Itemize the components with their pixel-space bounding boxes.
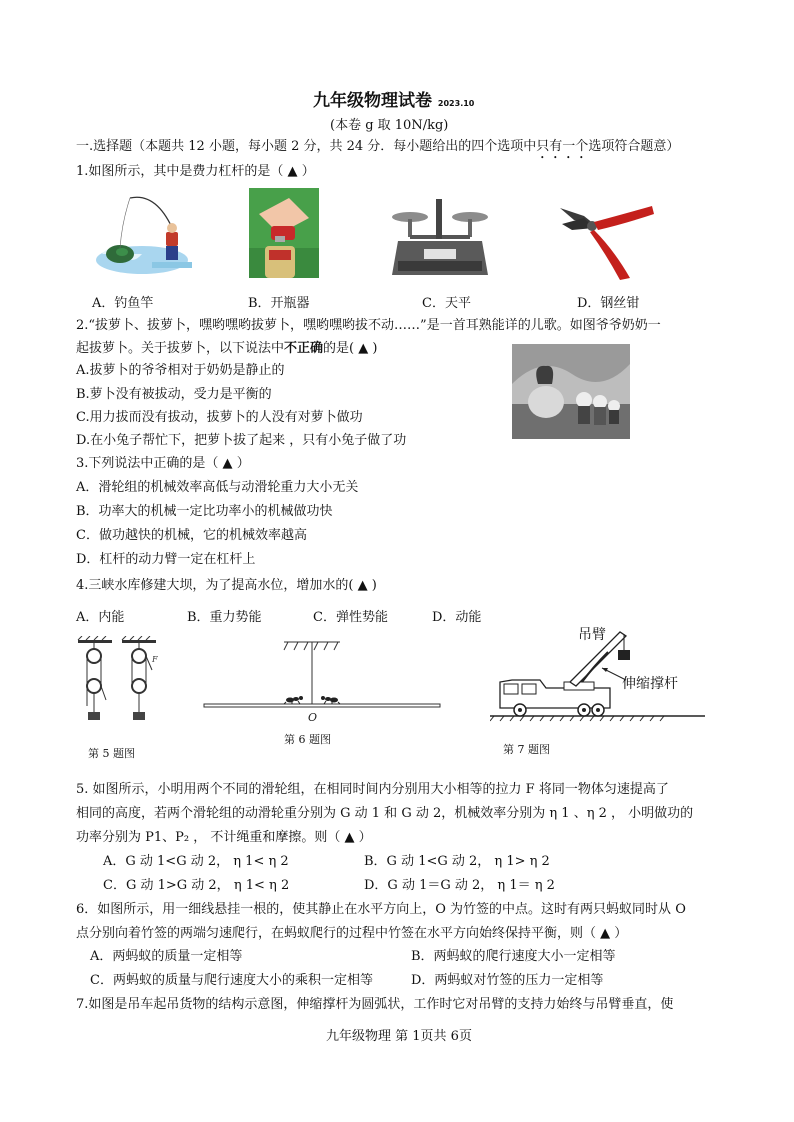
wire-pliers-image [554,200,654,280]
answer-triangle-mark: ▲ [287,164,298,179]
question-4-stem [76,577,377,595]
q3-option-b: B．功率大的机械一定比功率小的机械做功快 [76,504,333,519]
figure-7-boom-label: 吊臂 [578,627,606,643]
q1-option-d: D．钢丝钳 [577,296,640,311]
q6-option-b: B．两蚂蚁的爬行速度大小一定相等 [411,949,616,964]
q3-option-a: A．滑轮组的机械效率高低与动滑轮重力大小无关 [76,480,359,495]
exam-title-text: 九年级物理试卷 [313,91,432,111]
answer-triangle-mark: ▲ [222,456,233,471]
q1-option-c: C．天平 [422,296,471,311]
question-5-line-1: 5. 如图所示，小明用两个不同的滑轮组，在相同时间内分别用大小相等的拉力 F 将同一物体匀速提高了 [76,782,669,797]
question-2-text-b: 的是( [323,341,355,356]
page-footer: 九年级物理 第 1页共 6页 [326,1029,472,1044]
exam-title [313,86,474,111]
question-7-line-1: 7.如图是吊车起吊货物的结构示意图，伸缩撑杆为圆弧状，工作时它对吊臂的支持力始终与吊臂垂直，使 [76,997,674,1012]
question-2-text-a: 起拔萝卜。关于拔萝卜，以下说法中 [76,341,285,356]
figure-6-caption: 第 6 题图 [284,733,331,746]
q6-option-a: A．两蚂蚁的质量一定相等 [90,949,243,964]
q5-option-b: B．G 动 1<G 动 2， η 1> η 2 [364,854,550,869]
question-6-line-2 [76,925,627,943]
section-heading-b: 选项符合题意） [588,139,680,154]
q2-option-a: A.拔萝卜的爷爷相对于奶奶是静止的 [76,363,285,378]
figure-5-force-label: F [152,655,158,664]
q3-option-c: C．做功越快的机械，它的机械效率越高 [76,528,307,543]
section-heading-emphasis: 只有一个 [536,139,589,154]
q4-option-b: B．重力势能 [187,610,262,625]
question-6-text: 点分别向着竹签的两端匀速爬行，在蚂蚁爬行的过程中竹签在水平方向始终保持平衡，则（ [76,926,597,941]
question-1-text: 1.如图所示，其中是费力杠杆的是（ [76,164,284,179]
question-2-line-2 [76,340,377,358]
q2-option-d: D.在小兔子帮忙下，把萝卜拔了起来 ，只有小兔子做了功 [76,433,407,448]
question-1-close: ） [301,164,315,179]
q4-option-c: C．弹性势能 [313,610,388,625]
exam-date: 2023.10 [437,99,475,108]
question-4-text: 4.三峡水库修建大坝，为了提高水位，增加水的( [76,578,354,593]
q5-option-c: C．G 动 1>G 动 2， η 1< η 2 [103,878,290,893]
figure-7-strut-label: 伸缩撑杆 [622,676,678,692]
q6-option-d: D．两蚂蚁对竹签的压力一定相等 [411,973,604,988]
answer-triangle-mark: ▲ [344,830,355,845]
question-2-close: ) [372,341,378,356]
q4-option-d: D．动能 [432,610,482,625]
question-3-close: ） [236,456,250,471]
question-1-stem [76,163,315,181]
q5-option-d: D．G 动 1＝G 动 2， η 1＝ η 2 [364,878,555,893]
figure-5-pulleys [72,636,162,732]
fishing-rod-image [92,192,200,282]
question-5-text: 功率分别为 P1、P₂ ， 不计绳重和摩擦。则（ [76,830,341,845]
q1-option-b: B．开瓶器 [248,296,310,311]
figure-6-point-o: O [308,711,318,724]
q2-option-c: C.用力拔而没有拔动，拔萝卜的人没有对萝卜做功 [76,410,363,425]
question-2-line-1: 2.“拔萝卜、拔萝卜，嘿哟嘿哟拔萝卜，嘿哟嘿哟拔不动……”是一首耳熟能详的儿歌。如图爷爷奶奶一 [76,318,661,333]
q1-option-a: A．钓鱼竿 [92,296,154,311]
answer-triangle-mark: ▲ [358,341,369,356]
question-3-text: 3.下列说法中正确的是（ [76,456,219,471]
question-6-close: ） [614,926,628,941]
figure-5-caption: 第 5 题图 [88,747,135,760]
q6-option-c: C．两蚂蚁的质量与爬行速度大小的乘积一定相等 [90,973,373,988]
gravity-note: (本卷 g 取 10N/kg) [330,118,449,133]
figure-7-caption: 第 7 题图 [503,743,550,756]
balance-scale-image [388,191,491,279]
bottle-opener-image [249,188,319,278]
q5-option-a: A．G 动 1<G 动 2， η 1< η 2 [103,854,289,869]
section-heading [76,138,679,162]
question-5-line-3 [76,829,372,847]
section-heading-a: 一.选择题（本题共 12 小题，每小题 2 分，共 24 分．每小题给出的四个选项中 [76,139,537,154]
answer-triangle-mark: ▲ [600,926,611,941]
q4-option-a: A．内能 [76,610,125,625]
question-6-line-1: 6．如图所示，用一细线悬挂一根的，使其静止在水平方向上，O 为竹签的中点。这时有两只蚂蚁同时从 O [76,902,686,917]
ant-left-icon [284,696,303,704]
q3-option-d: D．杠杆的动力臂一定在杠杆上 [76,552,256,567]
question-2-emphasis: 不正确 [284,341,324,356]
q2-option-b: B.萝卜没有被拔动，受力是平衡的 [76,387,272,402]
pulling-radish-image [512,344,630,439]
question-5-line-2: 相同的高度，若两个滑轮组的动滑轮重分别为 G 动 1 和 G 动 2，机械效率分别为 η 1 、η 2 ， 小明做功的 [76,806,694,821]
question-5-close: ） [358,830,372,845]
answer-triangle-mark: ▲ [357,578,368,593]
question-4-close: ) [371,578,377,593]
figure-6-rod [200,636,450,726]
question-3-stem [76,455,250,473]
ant-right-icon [321,696,340,704]
